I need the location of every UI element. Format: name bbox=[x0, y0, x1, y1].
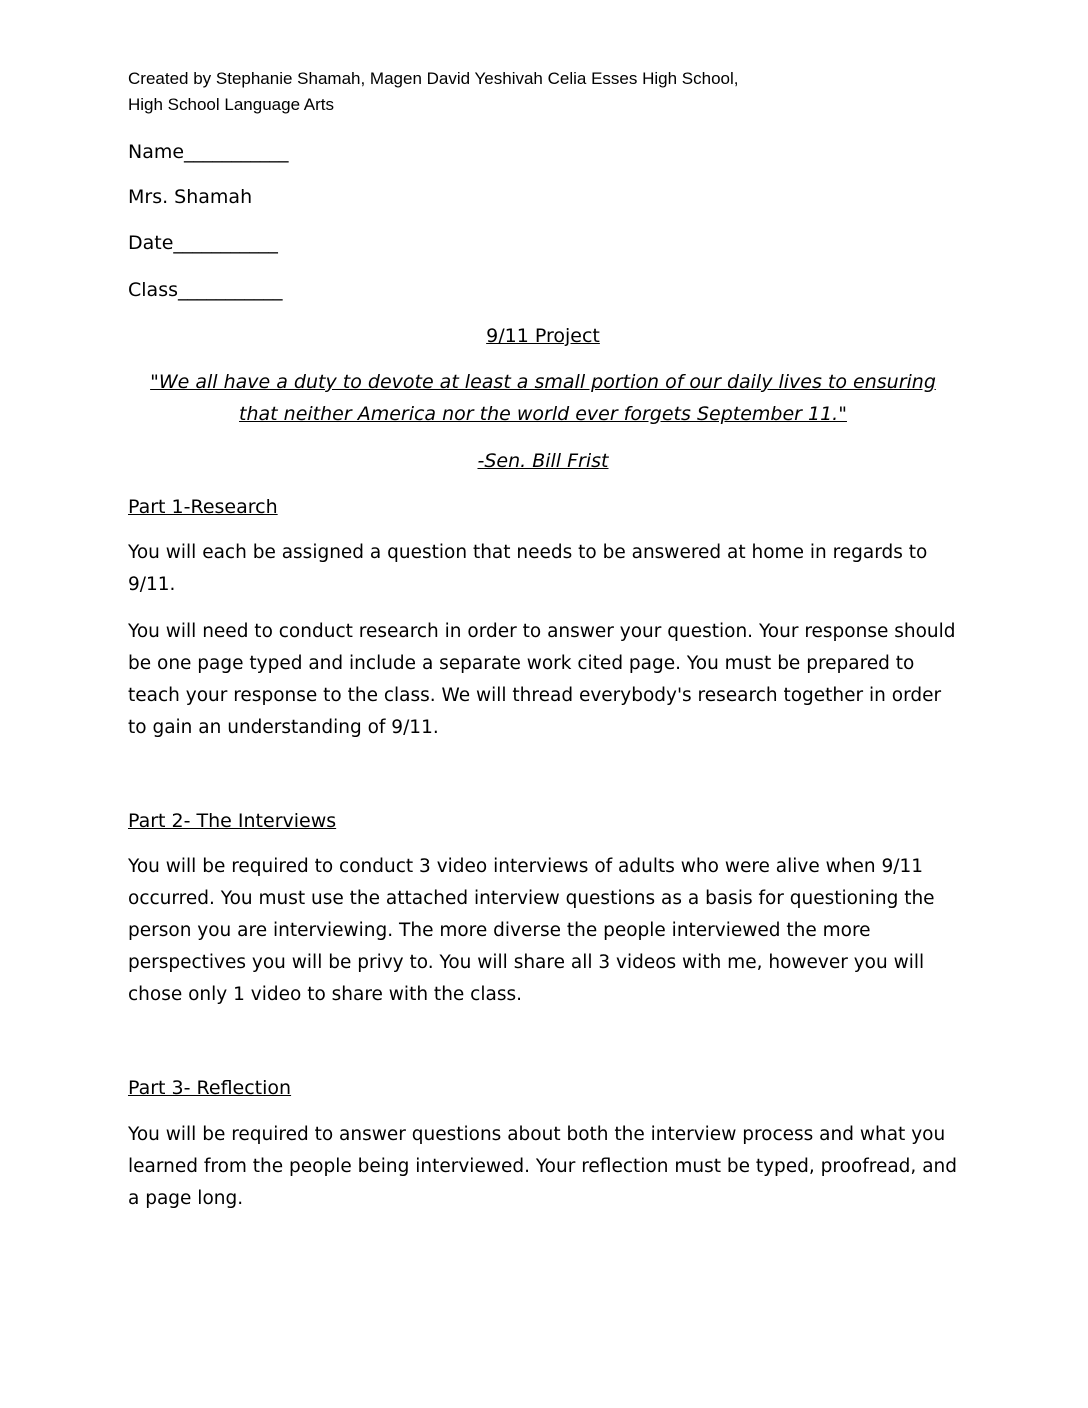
part2-heading: Part 2- The Interviews bbox=[128, 810, 337, 832]
part1-paragraph-1: You will each be assigned a question that needs to be answered at home in regards to 9/11. bbox=[128, 542, 928, 595]
part1-heading: Part 1-Research bbox=[128, 496, 278, 518]
part3-paragraph-1: You will be required to answer questions about both the interview process and what you learned from the people being interviewed. Your reflection must be typed, proofread, and a page long. bbox=[128, 1124, 957, 1209]
class-field: Class___________ bbox=[128, 279, 283, 301]
page-title: 9/11 Project bbox=[486, 325, 600, 347]
part1-paragraph-2: You will need to conduct research in order to answer your question. Your response should be one page typed and include a separate work cited page. You must be prepared to teach your response to the class. We will thread everybody's research together in order to gain an understanding of 9/11. bbox=[128, 621, 956, 738]
date-field: Date___________ bbox=[128, 232, 278, 254]
header-credit-line: Created by Stephanie Shamah, Magen David Yeshivah Celia Esses High School, bbox=[128, 69, 739, 88]
quote: "We all have a duty to devote at least a small portion of our daily lives to ensuring that neither America nor the world ever forgets September 11." bbox=[150, 371, 936, 425]
quote-attribution: -Sen. Bill Frist bbox=[477, 450, 609, 472]
part2-paragraph-1: You will be required to conduct 3 video interviews of adults who were alive when 9/11 occurred. You must use the attached interview questions as a basis for questioning the person you are interviewing. The more diverse the people interviewed the more perspectives you will be privy to. You will share all 3 videos with me, however you will chose only 1 video to share with the class. bbox=[128, 856, 935, 1005]
header-subject-line: High School Language Arts bbox=[128, 95, 335, 114]
teacher-name: Mrs. Shamah bbox=[128, 186, 253, 208]
name-field: Name___________ bbox=[128, 141, 289, 163]
part3-heading: Part 3- Reflection bbox=[128, 1077, 292, 1099]
